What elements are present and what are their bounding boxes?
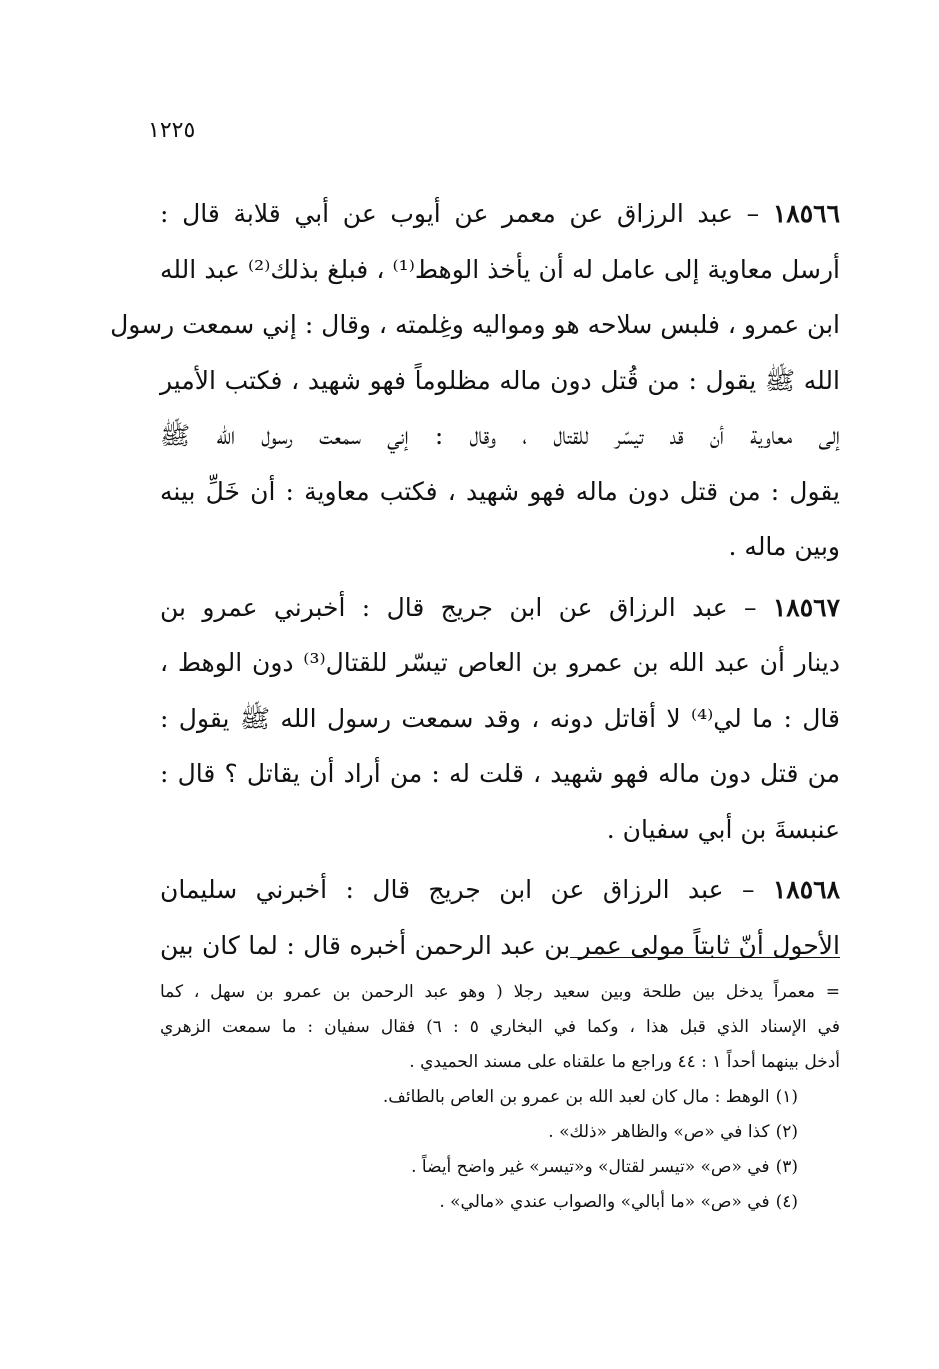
footnote-line: = معمراً يدخل بين طلحة وبين سعيد رجلا ( وهو عبد الرحمن بن عمرو بن سهل ، كما xyxy=(160,982,840,1002)
footnote-divider xyxy=(570,957,840,958)
hadith-number: ١٨٥٦٨ xyxy=(772,875,840,904)
footnotes xyxy=(160,975,840,1220)
footnote-list xyxy=(160,1080,840,1220)
text-line: ١٨٥٦٨ – عبد الرزاق عن ابن جريج قال : أخبرني سليمان xyxy=(160,875,840,904)
hadith-18567 xyxy=(160,580,840,858)
footnote-number: (١) xyxy=(775,1087,798,1107)
text-line: إلى معاوية أن قد تيسّر للقتال ، وقال : إني سمعت رسول الله ﷺ xyxy=(160,421,840,450)
text-line: يقول : من قتل دون ماله فهو شهيد ، فكتب معاوية : أن خَلِّ بينه xyxy=(160,476,840,506)
main-text xyxy=(110,186,840,973)
footnote-1 xyxy=(160,1080,798,1115)
hadith-number: ١٨٥٦٦ xyxy=(772,199,840,228)
text-line: قال : ما لي⁽⁴⁾ لا أقاتل دونه ، وقد سمعت رسول الله ﷺ يقول : xyxy=(160,703,840,733)
text-line: ١٨٥٦٧ – عبد الرزاق عن ابن جريج قال : أخبرني عمرو بن xyxy=(160,592,840,622)
footnote-line: أدخل بينهما أحداً ١ : ٤٤ وراجع ما علقناه على مسند الحميدي . xyxy=(409,1052,840,1072)
text-line: ١٨٥٦٦ – عبد الرزاق عن معمر عن أيوب عن أبي قلابة قال : xyxy=(160,199,840,228)
footnote-4 xyxy=(160,1185,798,1220)
footnote-text: في «ص» «ما أبالي» والصواب عندي «مالي» . xyxy=(439,1192,770,1212)
text-line: الأحول أنّ ثابتاً مولى عمر بن عبد الرحمن أخبره قال : لما كان بين xyxy=(160,930,840,960)
text-line: الله ﷺ يقول : من قُتل دون ماله مظلوماً فهو شهيد ، فكتب الأمير xyxy=(160,365,840,395)
text-line: من قتل دون ماله فهو شهيد ، قلت له : من أراد أن يقاتل ؟ قال : xyxy=(160,759,840,788)
footnote-text: الوهط : مال كان لعبد الله بن عمرو بن العاص بالطائف. xyxy=(382,1087,770,1107)
footnote-number: (٤) xyxy=(775,1192,798,1212)
footnote-text: كذا في «ص» والظاهر «ذلك» . xyxy=(548,1122,770,1142)
page-number: ١٢٢٥ xyxy=(148,118,196,143)
footnote-3 xyxy=(160,1150,798,1185)
footnote-continuation xyxy=(160,975,840,1080)
text-line: دينار أن عبد الله بن عمرو بن العاص تيسّر للقتال⁽³⁾ دون الوهط ، xyxy=(160,648,840,677)
text-line: عنبسةَ بن أبي سفيان . xyxy=(606,814,840,844)
text-line: ابن عمرو ، فلبس سلاحه هو ومواليه وغِلمته ، وقال : إني سمعت رسول xyxy=(110,310,840,339)
footnote-number: (٣) xyxy=(775,1157,798,1177)
hadith-18566 xyxy=(110,186,840,575)
footnote-text: في «ص» «تيسر لقتال» و«تيسر» غير واضح أيضاً . xyxy=(411,1157,770,1177)
text-line: أرسل معاوية إلى عامل له أن يأخذ الوهط⁽¹⁾ ، فبلغ بذلك⁽²⁾ عبد الله xyxy=(160,254,840,284)
hadith-number: ١٨٥٦٧ xyxy=(772,592,840,622)
footnote-number: (٢) xyxy=(775,1122,798,1142)
text-line: وبين ماله . xyxy=(728,532,840,561)
footnote-line: في الإسناد الذي قبل هذا ، وكما في البخاري ٥ : ٦) فقال سفيان : ما سمعت الزهري xyxy=(160,1017,840,1037)
footnote-2 xyxy=(160,1115,798,1150)
